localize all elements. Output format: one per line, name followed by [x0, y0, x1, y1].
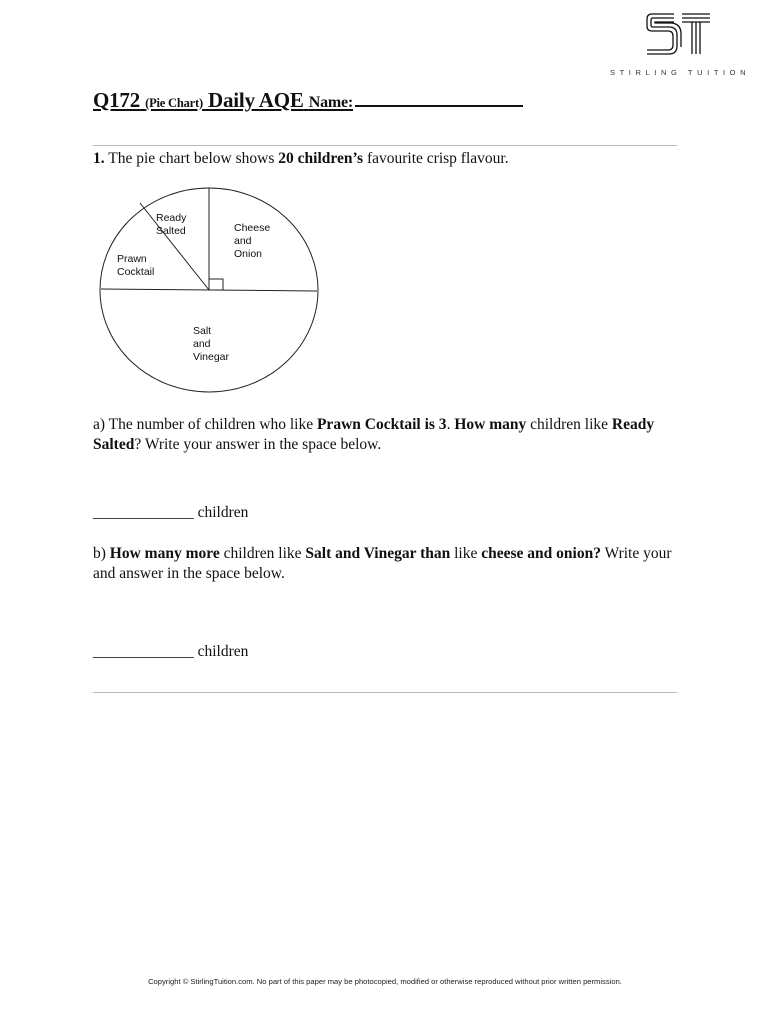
slice-label-ready-salted: Ready Salted — [156, 212, 187, 237]
question-bold: 20 children’s — [278, 150, 364, 167]
right-angle-marker — [209, 279, 223, 290]
part-b-text-4: Write your and answer in the space below. — [93, 545, 672, 582]
answer-unit-a: children — [197, 504, 249, 521]
brand-text: STIRLING TUITION — [610, 68, 751, 77]
part-b-text-1: b) — [93, 545, 106, 562]
question-text-end: favourite crisp flavour. — [366, 150, 509, 167]
question-code: Q172 — [93, 88, 141, 112]
part-a-text-4: ? Write your answer in the space below. — [134, 436, 382, 453]
part-a-bold-1: Prawn Cocktail is 3 — [316, 416, 447, 433]
slice-labels — [117, 212, 270, 363]
name-label: Name: — [308, 94, 354, 111]
question-part-a — [93, 415, 693, 455]
pie-chart — [96, 184, 322, 396]
worksheet-title: Daily AQE — [208, 88, 304, 112]
part-b-text-3: like — [454, 545, 478, 562]
part-a-bold-3: Ready Salted — [93, 416, 655, 453]
st-monogram-icon — [644, 10, 712, 56]
answer-unit-b: children — [197, 643, 249, 660]
chart-tag: (Pie Chart) — [145, 96, 203, 110]
divider-top — [93, 145, 677, 146]
name-line — [355, 104, 523, 107]
part-a-text-1: a) The number of children who like — [93, 416, 314, 433]
answer-blank-a: _____________ — [93, 504, 194, 521]
part-b-bold-3: cheese and onion? — [481, 545, 601, 562]
divider-bottom — [93, 692, 677, 693]
question-part-b — [93, 544, 693, 584]
stirling-tuition-logo — [600, 10, 760, 82]
part-a-text-3: children like — [530, 416, 609, 433]
slice-label-prawn-cocktail: Prawn Cocktail — [117, 253, 155, 278]
part-b-bold-1: How many more — [109, 545, 220, 562]
answer-line-a — [93, 504, 248, 522]
question-number: 1. — [93, 150, 105, 167]
page-title — [93, 88, 523, 113]
slice-label-salt-and-vinegar: Salt and Vinegar — [193, 325, 230, 363]
slice-label-cheese-and-onion: Cheese and Onion — [234, 222, 271, 260]
answer-blank-b: _____________ — [93, 643, 194, 660]
question-text: The pie chart below shows — [108, 150, 275, 167]
part-a-text-2: . — [446, 416, 451, 433]
part-b-bold-2: Salt and Vinegar than — [305, 545, 451, 562]
part-b-text-2: children like — [223, 545, 302, 562]
copyright-footer: Copyright © StirlingTuition.com. No part of this paper may be photocopied, modified or otherwise reproduced without prior written permission. — [148, 977, 622, 986]
question-1 — [93, 150, 509, 168]
part-a-bold-2: How many — [454, 416, 527, 433]
answer-line-b — [93, 643, 248, 661]
